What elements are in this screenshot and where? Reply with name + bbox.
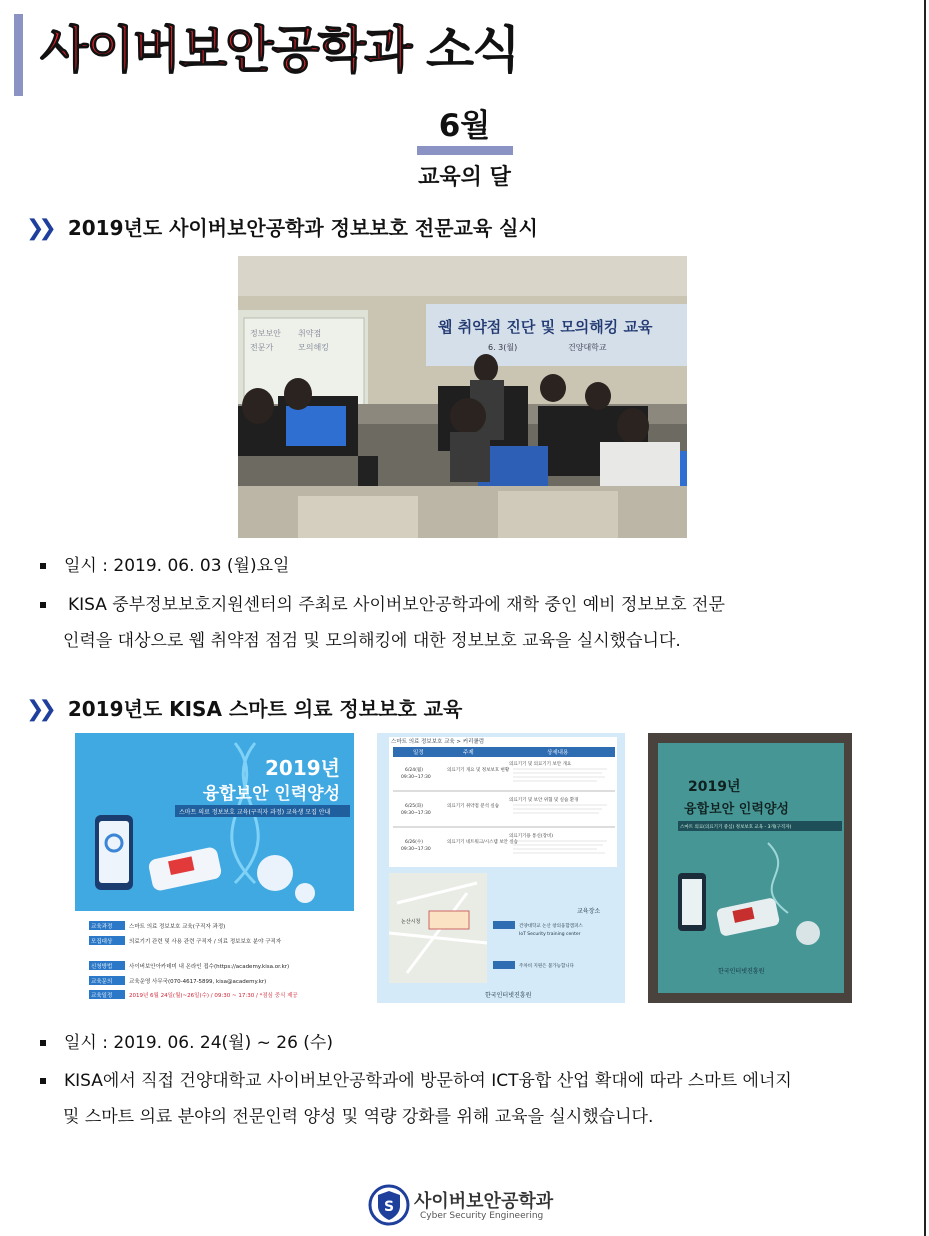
location-label: 교육장소 xyxy=(577,908,601,915)
section2-bullet-desc-line2: 및 스마트 의료 분야의 전문인력 양성 및 역량 강화를 위해 교육을 실시했습니다. xyxy=(63,1107,654,1127)
department-logo xyxy=(368,1183,568,1228)
recruit-poster xyxy=(75,733,354,1003)
month-heading: 6월 xyxy=(438,108,491,144)
poster-title: 융합보안 인력양성 xyxy=(202,784,340,804)
bullet-square-icon xyxy=(40,1040,46,1046)
location-info-1: 건양대학교 논산 창의융합캠퍼스 xyxy=(519,924,583,929)
poster-row-2-label: 모집대상 xyxy=(91,939,113,945)
poster-row-1-label: 교육과정 xyxy=(91,924,113,930)
curriculum-row-1-detail: 의료기기 및 의료기기 보안 개요 xyxy=(509,762,572,767)
double-chevron-icon: ❯❯ xyxy=(26,216,51,241)
booklet-photo-image xyxy=(648,733,852,1003)
banner-title: 웹 취약점 진단 및 모의해킹 교육 xyxy=(438,318,653,336)
curriculum-col-2: 주제 xyxy=(463,750,474,756)
booklet-photo xyxy=(648,733,852,1003)
section2-heading xyxy=(26,693,462,722)
section1-bullet-desc-line2: 인력을 대상으로 웹 취약점 점검 및 모의해킹에 대한 정보보호 교육을 실시했습니다. xyxy=(63,631,681,651)
department-name-en: Cyber Security Engineering xyxy=(420,1211,544,1221)
lecture-photo xyxy=(238,256,687,538)
location-info-3: 주차비 지원은 불가능합니다 xyxy=(519,964,575,969)
curriculum-row-2-date: 6/25(화) xyxy=(405,804,423,809)
curriculum-row-1-date: 6/24(월) xyxy=(405,768,423,773)
poster-row-1-text: 스마트 의료 정보보호 교육(구직자 과정) xyxy=(129,924,226,930)
location-info-2: IoT Security training center xyxy=(519,932,581,937)
poster-row-4-label: 교육문의 xyxy=(91,979,113,985)
banner-date: 6. 3(월) xyxy=(488,343,518,352)
screen-line-3: 취약점 xyxy=(298,329,322,338)
lecture-photo-image xyxy=(238,256,687,538)
curriculum-row-3-date: 6/26(수) xyxy=(405,840,423,845)
page-title-black: 소식 xyxy=(425,21,519,79)
subtitle: 교육의 달 xyxy=(418,165,511,190)
curriculum-row-1-topic: 의료기기 개요 및 정보보호 현황 xyxy=(447,768,510,773)
section1-heading xyxy=(26,212,538,241)
section1-bullet-date-text: 일시 : 2019. 06. 03 (월)요일 xyxy=(64,556,290,576)
curriculum-row-2-time: 09:30~17:30 xyxy=(401,811,431,816)
shield-logo-icon xyxy=(368,1183,410,1227)
curriculum-footer: 한국인터넷진흥원 xyxy=(485,992,532,999)
section1-bullet-desc xyxy=(40,588,725,622)
poster-row-3-text: 사이버보안아카데미 내 온라인 접수(https://academy.kisa.or.kr) xyxy=(129,964,290,970)
month-underline xyxy=(417,146,513,155)
bullet-square-icon xyxy=(40,602,46,608)
curriculum-row-3-topic: 의료기기 네트워크/시스템 보안 실습 xyxy=(447,840,519,845)
recruit-poster-image xyxy=(75,733,354,1003)
curriculum-row-3-time: 09:30~17:30 xyxy=(401,847,431,852)
booklet-publisher: 한국인터넷진흥원 xyxy=(718,968,765,975)
section1-heading-text: 2019년도 사이버보안공학과 정보보호 전문교육 실시 xyxy=(67,216,538,240)
section2-bullet-date xyxy=(40,1026,333,1060)
curriculum-row-2-detail: 의료기기 및 보안 위협 및 실습 환경 xyxy=(509,798,579,803)
poster-row-5-text: 2019년 6월 24일(월)~26일(수) / 09:30 ~ 17:30 / *점심 중식 제공 xyxy=(129,993,298,999)
curriculum-sheet-image xyxy=(377,733,625,1003)
poster-row-5-label: 교육일정 xyxy=(91,993,113,999)
title-accent-bar xyxy=(14,14,23,96)
curriculum-col-3: 상세내용 xyxy=(547,750,569,756)
booklet-band: 스마트 의료(의료기기 중심) 정보보호 교육 - 3개(구직자) xyxy=(680,825,792,830)
poster-row-3-label: 신청방법 xyxy=(91,964,113,970)
bullet-square-icon xyxy=(40,1078,46,1084)
page-title-red: 사이버보안공학과 xyxy=(40,21,411,79)
section1-bullet-desc-line1: KISA 중부정보보호지원센터의 주최로 사이버보안공학과에 재학 중인 예비 정보보호 전문 xyxy=(68,595,725,615)
booklet-year: 2019년 xyxy=(688,779,741,795)
section2-bullet-desc xyxy=(40,1064,792,1098)
curriculum-row-1-time: 09:30~17:30 xyxy=(401,775,431,780)
banner-place: 건양대학교 xyxy=(568,343,607,352)
screen-line-1: 정보보안 xyxy=(250,329,281,338)
curriculum-row-2-topic: 의료기기 취약점 분석 실습 xyxy=(447,804,500,809)
booklet-title: 융합보안 인력양성 xyxy=(684,802,789,817)
poster-year: 2019년 xyxy=(265,756,340,780)
department-name: 사이버보안공학과 xyxy=(414,1191,554,1212)
section1-bullet-date xyxy=(40,549,289,583)
poster-row-2-text: 의료기기 관련 및 사용 관련 구직자 / 의료 정보보호 분야 구직자 xyxy=(129,939,282,945)
section2-heading-text: 2019년도 KISA 스마트 의료 정보보호 교육 xyxy=(67,697,463,721)
bullet-square-icon xyxy=(40,563,46,569)
double-chevron-icon: ❯❯ xyxy=(26,697,51,722)
curriculum-header: 스마트 의료 정보보호 교육 > 커리큘럼 xyxy=(391,739,485,745)
screen-line-2: 전문가 xyxy=(250,343,274,352)
section2-bullet-date-text: 일시 : 2019. 06. 24(월) ~ 26 (수) xyxy=(64,1033,333,1053)
svg-text:S: S xyxy=(383,1199,395,1215)
section2-bullet-desc-line1: KISA에서 직접 건양대학교 사이버보안공학과에 방문하여 ICT융합 산업 확대에 따라 스마트 에너지 xyxy=(64,1071,792,1091)
curriculum-sheet xyxy=(377,733,625,1003)
screen-line-4: 모의해킹 xyxy=(298,343,329,352)
poster-band: 스마트 의료 정보보호 교육(구직자 과정) 교육생 모집 안내 xyxy=(179,809,331,816)
page-title xyxy=(40,10,518,90)
poster-row-4-text: 교육운영 사무국(070-4617-5899, kisa@academy.kr) xyxy=(129,979,267,985)
curriculum-col-1: 일정 xyxy=(413,750,424,756)
curriculum-row-3-detail: 의료기기용 통신(장비) xyxy=(509,834,554,839)
map-label: 논산시청 xyxy=(401,919,421,925)
